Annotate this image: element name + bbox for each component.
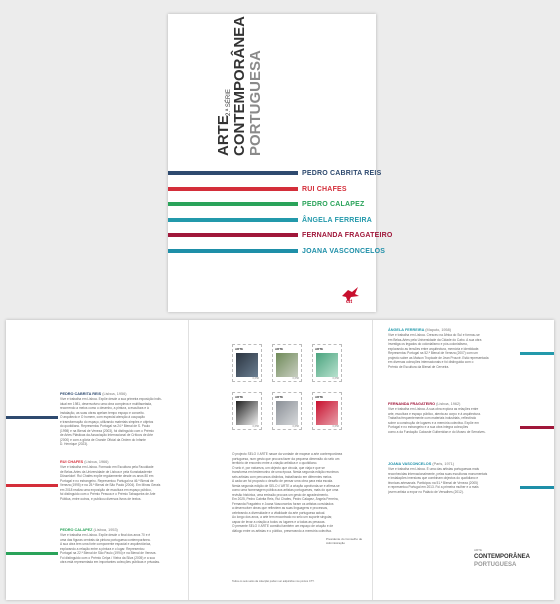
center-text-line: como uma homenagem pública aos artistas portugueses, mais do que uma bbox=[232, 488, 339, 492]
mini-cover-sub2: PORTUGUESA bbox=[474, 562, 517, 568]
center-text-line: O selo é, por natureza, um objecto que circula, que viaja e que se bbox=[232, 465, 325, 470]
bio-text-line: Foi distinguido com o Prémio Celpa / Vieira da Silva (2005) e a sua bbox=[60, 555, 155, 560]
stamp-artwork bbox=[316, 353, 338, 377]
center-text-line: Nesta segunda edição de SELO // ARTE a criação aprofunda-se e afirma-se bbox=[232, 483, 340, 488]
mini-cover-logo bbox=[474, 544, 534, 584]
bio-text-line: Vive e trabalha em Lisboa. Formado em Escultura pela Faculdade bbox=[60, 465, 154, 469]
bio-text-line: obra está representada em importantes colecções públicas e privadas. bbox=[60, 560, 160, 564]
center-intro-text bbox=[232, 452, 364, 533]
stamp-title: ARTE bbox=[315, 347, 324, 351]
bio-text-line: projecto sobre as Maison Tropicale de Jean Prouvé. Está representada bbox=[388, 355, 489, 360]
bio-text-line: explorando a relação entre a pintura e o lugar. Representou bbox=[60, 546, 145, 551]
bio-text-line: sobre a construção de lugares e a memória colectiva. Expõe em bbox=[388, 420, 479, 425]
bio-text bbox=[388, 407, 540, 434]
stamp-artwork bbox=[236, 353, 258, 377]
ctt-logo-text: ctt bbox=[346, 299, 353, 305]
center-text-line: Ao longo dos anos, a arte tem encontrado no selo um suporte singular, bbox=[232, 515, 333, 519]
bio-text-line: reconhecidas internacionalmente, pelas suas esculturas monumentais bbox=[388, 471, 488, 476]
center-text-line: portuguesa, num gesto que procura fazer da pequena dimensão do selo um bbox=[232, 456, 340, 461]
bio-text-line: foi distinguido com o Prémio Pessoa e o Prémio Tabaqueira de Arte bbox=[60, 492, 156, 496]
stamp-value: 0,65€ bbox=[292, 377, 299, 380]
stamp-value: 0,65€ bbox=[332, 425, 339, 428]
bio-text bbox=[388, 333, 540, 369]
bio-life: (Lisboa, 1966) bbox=[84, 460, 109, 464]
bio-life: (Lisboa, 1956) bbox=[102, 392, 127, 396]
bio-heading: ÂNGELA FERREIRA (Maputo, 1958) bbox=[388, 328, 452, 332]
center-text-line: capaz de levar a criação a todos os lugares e a todas as pessoas. bbox=[232, 519, 326, 524]
cover-title-series: 2.ª SÉRIE bbox=[226, 89, 232, 116]
bio-life: (Paris, 1971) bbox=[432, 462, 455, 466]
cover-title bbox=[215, 15, 308, 156]
stamp-title: ARTE bbox=[235, 395, 244, 399]
stamp-title: ARTE bbox=[275, 347, 284, 351]
bio-text-line: (1998) e na Bienal de Veneza (2003), foi distinguido com o Prémio bbox=[60, 428, 154, 433]
bio-text-line: recorrendo a meios como o desenho, a pintura, a escultura e à bbox=[60, 406, 149, 410]
bio-text-line: Düsseldorf. Rui Chafes expõe regularmente desde os anos 80 em bbox=[60, 474, 154, 478]
cover-artist-name: JOANA VASCONCELOS bbox=[302, 247, 386, 255]
bio-text-line: Portugal e no estrangeiro. Representou Portugal na 46.ª Bienal de bbox=[60, 478, 154, 483]
stamp-title: ARTE bbox=[315, 395, 324, 399]
stamp[interactable] bbox=[232, 392, 262, 430]
bio-life: (Lisboa, 1962) bbox=[436, 402, 461, 406]
center-text-line: O presente SELO // ARTE constitui também um espaço de criação e de bbox=[232, 524, 334, 528]
stamp-artwork bbox=[236, 401, 258, 425]
bio-text-line: Vive e trabalha em Lisboa. Expõe desde a sua primeira exposição indiv- bbox=[60, 397, 162, 401]
bio-text-line: idual em 1981, desenvolveu uma obra complexa e multifacetada, bbox=[60, 401, 152, 406]
center-text-line: território de encontro entre a criação artística e o quotidiano. bbox=[232, 461, 318, 465]
cover-artist-name: RUI CHAFES bbox=[302, 185, 347, 193]
bio-text-line: e instalações imersivas que combinam objectos do quotidiano e bbox=[388, 476, 479, 480]
bio-text-line: Vive e trabalha em Lisboa. A sua obra explora as relações entre bbox=[388, 407, 479, 411]
cover-artist-name: PEDRO CABRITA REIS bbox=[302, 170, 382, 177]
bio-text-line: Vive e trabalha em Lisboa. Cresceu na África do Sul e formou-se bbox=[388, 333, 480, 337]
bio-life: (Lisboa, 1953) bbox=[93, 528, 118, 532]
bio-text-line: técnicas artesanais. Participou na 51.ª Bienal de Veneza (2005) bbox=[388, 480, 478, 485]
bio-text-line: Portugal na 22.ª Bienal de São Paulo (1994) e na Bienal de Veneza. bbox=[60, 551, 157, 555]
bio-text-line: Representou Portugal na 52.ª Bienal de Veneza (2007) com um bbox=[388, 351, 478, 355]
footnote: Todos os seis selos da colecção podem ser adquiridos nos pontos CTT. bbox=[232, 580, 315, 583]
stamp-artwork bbox=[276, 401, 298, 425]
bio-stripe bbox=[6, 552, 58, 555]
bio-text-line: uma das figuras centrais da pintura portuguesa contemporânea. bbox=[60, 537, 151, 542]
cover-artist-name: PEDRO CALAPEZ bbox=[302, 201, 365, 208]
signature-caption: Presidente do Conselho de Administração bbox=[326, 537, 363, 545]
bio-text-line: como a da Fundação Calouste Gulbenkian e do Museu de Serralves. bbox=[388, 429, 486, 434]
bio-text-line: do quotidiano. Representou Portugal na 24.ª Bienal de S. Paulo bbox=[60, 424, 150, 428]
stamp[interactable] bbox=[272, 392, 302, 430]
bio-text-line: O arquitecto e O homem, com especial atenção à ocupação bbox=[60, 415, 145, 419]
bio-text-line: arte, escultura e espaço público, atenta ao corpo e à arquitectura. bbox=[388, 411, 481, 416]
stamp-value: 0,65€ bbox=[252, 377, 259, 380]
center-text-line: O projecto SELO // ARTE nasce da vontade de mapear a arte contemporânea bbox=[232, 452, 343, 456]
bio-text-line: em Belas-Artes pela Universidade da Cidade do Cabo. A sua obra bbox=[388, 337, 482, 342]
fold-line-right bbox=[372, 320, 373, 600]
stamp[interactable] bbox=[312, 344, 342, 382]
bio-heading: PEDRO CALAPEZ (Lisboa, 1953) bbox=[60, 528, 118, 532]
stamp[interactable] bbox=[312, 392, 342, 430]
mini-cover-sub1: CONTEMPORÂNEA bbox=[474, 554, 531, 560]
stamp-value: 0,65€ bbox=[332, 377, 339, 380]
center-text-line: Fernanda Fragateiro e Joana Vasconcelos foram os artistas convidados bbox=[232, 501, 334, 506]
bio-text-line: de Belas-Artes da Universidade de Lisboa e pela Kunstakademie bbox=[60, 469, 152, 474]
bio-text-line: Vive e trabalha em Lisboa. É uma das artistas portuguesas mais bbox=[388, 467, 480, 471]
bio-text-line: Veneza (1995) e na 25.ª Bienal de São Paulo (2004). Em Minas Gerais bbox=[60, 483, 161, 487]
stamp-title: ARTE bbox=[235, 347, 244, 351]
cover-title-arte: ARTE bbox=[215, 115, 232, 156]
bio-stripe bbox=[6, 416, 58, 419]
bio-text-line: investiga os legados do colonialismo e pós-colonialismo, bbox=[388, 342, 468, 346]
fold-line-left bbox=[188, 320, 189, 600]
bio-text bbox=[60, 465, 184, 501]
center-text-line: Em 2025, Pedro Cabrita Reis, Rui Chafes, Pedro Calapez, Ângela Ferreira, bbox=[232, 497, 339, 501]
bio-heading: JOANA VASCONCELOS (Paris, 1971) bbox=[388, 462, 455, 466]
bio-heading: RUI CHAFES (Lisboa, 1966) bbox=[60, 460, 109, 464]
center-text-line: a desenvolver obras que reflectem as suas linguagens e processos, bbox=[232, 506, 329, 510]
cover-artist-name: ÂNGELA FERREIRA bbox=[302, 216, 373, 224]
bio-text-line: e representou Portugal em 2013. Foi a primeira mulher e a mais bbox=[388, 485, 479, 489]
bio-text-line: D. Henrique (2023). bbox=[60, 442, 88, 446]
bio-text-line: Trabalha frequentemente com materiais industriais, reflectindo bbox=[388, 416, 477, 420]
stamp-artwork bbox=[316, 401, 338, 425]
cover-title-portuguesa: PORTUGUESA bbox=[247, 50, 264, 156]
stamp-value: 0,65€ bbox=[292, 425, 299, 428]
stamp[interactable] bbox=[272, 344, 302, 382]
bio-text bbox=[60, 533, 184, 565]
stamp-value: 0,65€ bbox=[252, 425, 259, 428]
bio-text-line: Portugal e no estrangeiro e a sua obra integra colecções bbox=[388, 425, 469, 429]
cover-title-contemporanea: CONTEMPORÂNEA bbox=[231, 15, 248, 156]
center-text-line: seis artistas com percursos distintos, trabalhando em diferentes meios. bbox=[232, 474, 333, 479]
bio-heading: PEDRO CABRITA REIS (Lisboa, 1956) bbox=[60, 392, 127, 396]
bio-text-line: A sua obra tem uma forte componente espacial e arquitectónica, bbox=[60, 542, 152, 546]
cover-artist-name: FERNANDA FRAGATEIRO bbox=[302, 232, 393, 239]
bio-text-line: em diversas colecções internacionais e foi distinguida com o bbox=[388, 360, 474, 364]
bio-text bbox=[60, 397, 184, 447]
stamp-artwork bbox=[276, 353, 298, 377]
center-text-line: A cada um foi proposto o desafio de pensar uma obra para esta escala. bbox=[232, 479, 334, 483]
center-text-line: celebrando a diversidade e a vitalidade da arte portuguesa actual. bbox=[232, 510, 326, 515]
mini-cover-title: ARTE bbox=[474, 548, 482, 552]
bio-heading: FERNANDA FRAGATEIRO (Lisboa, 1962) bbox=[388, 402, 461, 406]
stamp-title: ARTE bbox=[275, 395, 284, 399]
center-text-line: revisão histórica, uma emissão procura um gesto de agradecimento. bbox=[232, 492, 329, 497]
center-text-line: transforma em testemunho de uma época. Nesta segunda edição reunimos bbox=[232, 470, 339, 474]
bio-text bbox=[388, 467, 540, 494]
bio-text-line: jovem artista a expor no Palácio de Versalhes (2012). bbox=[388, 489, 464, 494]
bio-text-line: de Artes Plásticas da Associação Internacional de Críticos de Arte bbox=[60, 433, 154, 437]
bio-text-line: Vive e trabalha em Lisboa. Expõe desde o final dos anos 70 e é bbox=[60, 533, 151, 537]
bio-text-line: (2000) e com a glória de Grande Oficial da Ordem do Infante bbox=[60, 437, 146, 442]
bio-stripe bbox=[6, 484, 58, 487]
bio-text-line: em 2018 realiza uma exposição de escultura em espaço público, bbox=[60, 487, 152, 492]
bio-text-line: explorando as tensões entre arquitectura, memória e identidade. bbox=[388, 346, 480, 351]
bio-life: (Maputo, 1958) bbox=[425, 328, 452, 332]
stamp[interactable] bbox=[232, 344, 262, 382]
bio-text-line: Pública, entre outros, e publicou diversos livros de textos. bbox=[60, 496, 142, 501]
bio-text-line: e transformação do espaço, utilizando materiais simples e objetos bbox=[60, 419, 154, 424]
bio-text-line: instalação, as suas obras apelam tempo espaço e conceito. bbox=[60, 410, 145, 415]
center-text-line: diálogo entre os artistas e o público, preservando a memória colectiva. bbox=[232, 528, 332, 533]
bio-text-line: Prémio de Escultura da Bienal de Cerveira. bbox=[388, 364, 450, 369]
